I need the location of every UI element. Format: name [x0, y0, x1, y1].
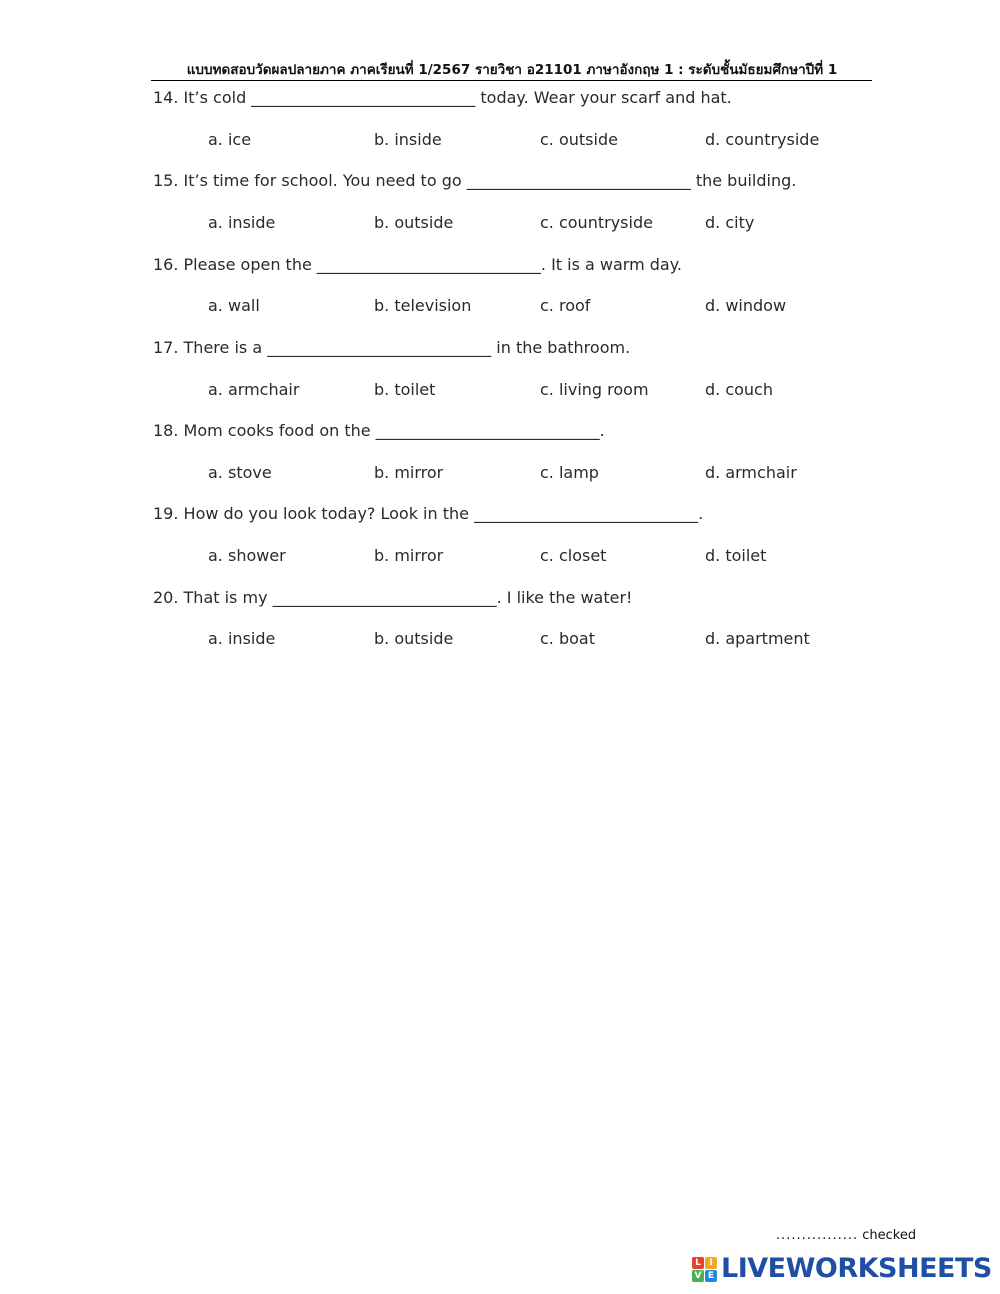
question-16-option-c: c. roof [540, 296, 591, 315]
question-20-option-b: b. outside [374, 629, 454, 648]
question-14-option-b: b. inside [374, 130, 442, 149]
question-17-option-a: a. armchair [208, 380, 300, 399]
checked-stamp [776, 1228, 916, 1243]
question-17-option-d: d. couch [705, 380, 773, 399]
question-15-option-c: c. countryside [540, 213, 653, 232]
question-19-option-d: d. toilet [705, 546, 767, 565]
header-divider [151, 80, 872, 81]
page-header-title: แบบทดสอบวัดผลปลายภาค ภาคเรียนที่ 1/2567 รายวิชา อ21101 ภาษาอังกฤษ 1 : ระดับชั้นมัธยมศึกษาปีที่ 1 [186, 62, 838, 78]
question-19-option-c: c. closet [540, 546, 607, 565]
question-14: 14. It’s cold ____________________________ today. Wear your scarf and hat. [153, 88, 732, 107]
checked-label: checked [862, 1228, 917, 1243]
question-20-option-d: d. apartment [705, 629, 810, 648]
question-20: 20. That is my ____________________________. I like the water! [153, 588, 633, 607]
question-18-option-c: c. lamp [540, 463, 599, 482]
question-15-option-b: b. outside [374, 213, 454, 232]
question-17-option-c: c. living room [540, 380, 649, 399]
logo-mark-icon [692, 1257, 717, 1282]
question-14-option-d: d. countryside [705, 130, 820, 149]
logo-text: LIVEWORKSHEETS [721, 1253, 992, 1284]
logo-mark-letter: L [692, 1257, 704, 1269]
logo-mark-letter: V [692, 1270, 704, 1282]
question-14-option-c: c. outside [540, 130, 618, 149]
question-18-option-d: d. armchair [705, 463, 797, 482]
question-15-option-a: a. inside [208, 213, 276, 232]
question-19-option-a: a. shower [208, 546, 286, 565]
question-16-option-a: a. wall [208, 296, 260, 315]
logo-mark-letter: I [705, 1257, 717, 1269]
liveworksheets-logo [692, 1254, 992, 1284]
question-17-option-b: b. toilet [374, 380, 436, 399]
question-15-option-d: d. city [705, 213, 755, 232]
question-16-option-d: d. window [705, 296, 787, 315]
question-18-option-b: b. mirror [374, 463, 444, 482]
question-16: 16. Please open the ____________________________. It is a warm day. [153, 255, 682, 274]
question-20-option-c: c. boat [540, 629, 595, 648]
question-18-option-a: a. stove [208, 463, 272, 482]
question-15: 15. It’s time for school. You need to go ____________________________ the building. [153, 171, 797, 190]
question-14-option-a: a. ice [208, 130, 252, 149]
logo-mark-letter: E [705, 1270, 717, 1282]
question-19: 19. How do you look today? Look in the ____________________________. [153, 504, 704, 523]
question-17: 17. There is a ____________________________ in the bathroom. [153, 338, 631, 357]
question-16-option-b: b. television [374, 296, 472, 315]
question-19-option-b: b. mirror [374, 546, 444, 565]
checked-dots: ................ [776, 1228, 859, 1243]
question-18: 18. Mom cooks food on the ____________________________. [153, 421, 605, 440]
question-20-option-a: a. inside [208, 629, 276, 648]
